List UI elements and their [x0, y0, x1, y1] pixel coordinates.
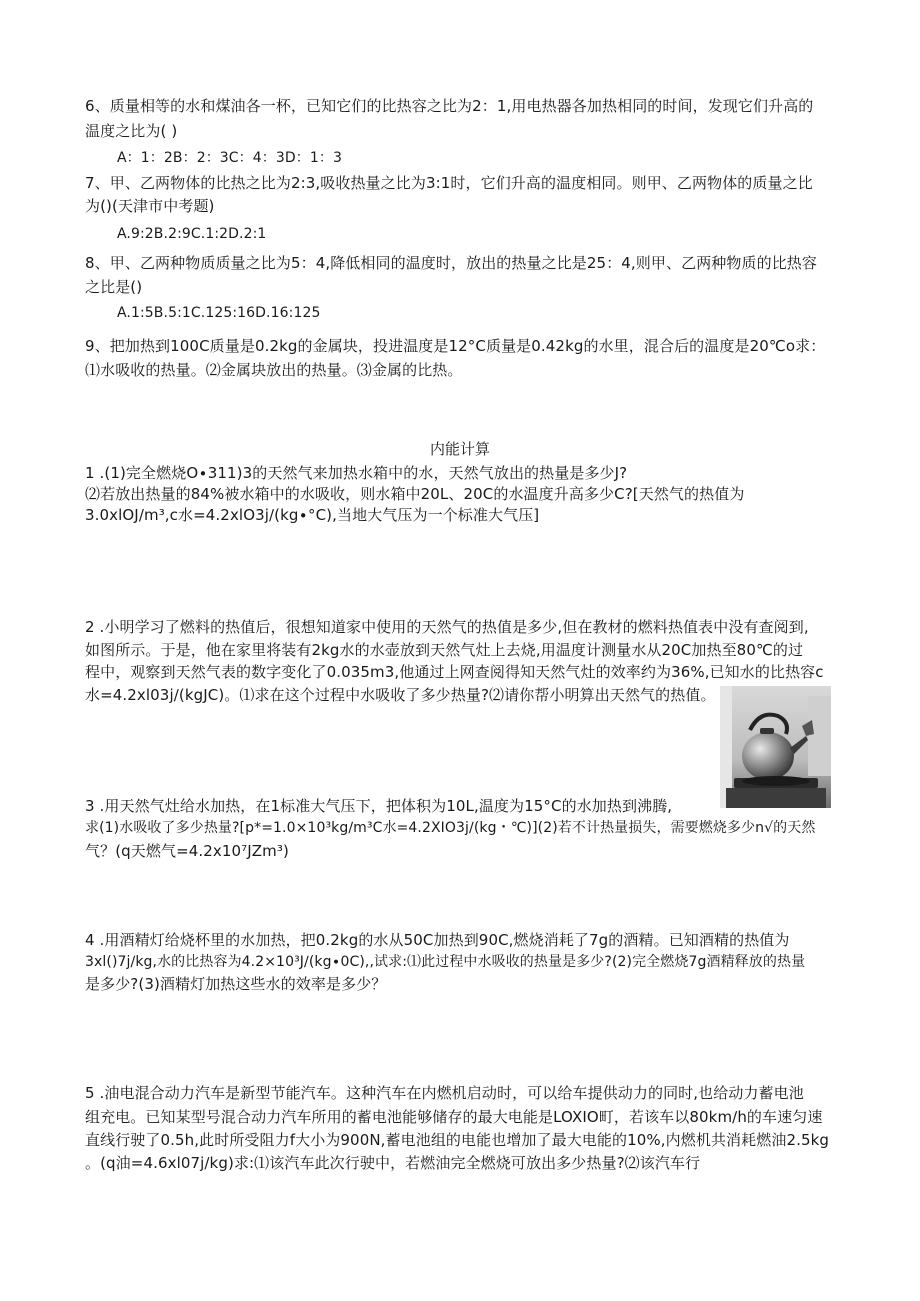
calc4-line-2: 3xl()7j∕kg,水的比热容为4.2×10³J∕(kg∙0C),,试求:⑴此过程中水吸收的热量是多少?(2)完全燃烧7g酒精释放的热量	[85, 954, 806, 970]
calc1-line-2: ⑵若放出热量的84%被水箱中的水吸收，则水箱中20L、20C的水温度升高多少C?[天然气的热值为	[85, 485, 745, 503]
calc4-line-1: 4 .用酒精灯给烧杯里的水加热，把0.2kg的水从50C加热到90C,燃烧消耗了7g的酒精。已知酒精的热值为	[85, 931, 790, 949]
calc2-line-3: 程中，观察到天然气表的数字变化了0.035m3,他通过上网查阅得知天然气灶的效率约为36%,已知水的比热容c	[85, 663, 824, 681]
q8-line-1: 8、甲、乙两种物质质量之比为5：4,降低相同的温度时，放出的热量之比是25：4,则甲、乙两种物质的比热容	[85, 254, 818, 272]
kettle-on-stove-image	[720, 686, 831, 808]
calc2-line-2: 如图所示。于是，他在家里将装有2kg水的水壶放到天然气灶上去烧,用温度计测量水从20C加热至80℃的过	[85, 641, 804, 659]
calc1-line-3: 3.0xlOJ/m³,c水=4.2xlO3j∕(kg∙°C),当地大气压为一个标准大气压]	[85, 506, 540, 524]
calc5-line-2: 组充电。已知某型号混合动力汽车所用的蓄电池能够储存的最大电能是LOXIO町，若该车以80km∕h的车速匀速	[85, 1108, 823, 1126]
q9-line-1: 9、把加热到100C质量是0.2kg的金属块，投进温度是12°C质量是0.42kg的水里，混合后的温度是20℃o求：	[85, 337, 826, 355]
q6-line-1: 6、质量相等的水和煤油各一杯，已知它们的比热容之比为2：1,用电热器各加热相同的时间，发现它们升高的	[85, 97, 814, 115]
calc3-line-2: 求(1)水吸收了多少热量?[p*=1.0×10³kg∕m³C水=4.2XIO3j∕(kg・℃)](2)若不计热量损失，需要燃烧多少n√的天然	[85, 820, 816, 836]
calc5-line-3: 直线行驶了0.5h,此时所受阻力f大小为900N,蓄电池组的电能也增加了最大电能的10%,内燃机共消耗燃油2.5kg	[85, 1131, 830, 1149]
q9-line-2: ⑴水吸收的热量。⑵金属块放出的热量。⑶金属的比热。	[85, 361, 463, 379]
calc2-line-1: 2 .小明学习了燃料的热值后，很想知道家中使用的天然气的热值是多少,但在教材的燃料热值表中没有查阅到,	[85, 618, 809, 636]
calc5-line-4: 。(q油=4.6xl07j∕kg)求:⑴该汽车此次行驶中，若燃油完全燃烧可放出多少热量?⑵该汽车行	[85, 1154, 701, 1172]
q8-line-2: 之比是()	[85, 278, 143, 296]
calc5-line-1: 5 .油电混合动力汽车是新型节能汽车。这种汽车在内燃机启动时，可以给车提供动力的同时,也给动力蓄电池	[85, 1084, 804, 1102]
q7-options: A.9:2B.2:9C.1:2D.2:1	[117, 226, 267, 242]
q6-line-2: 温度之比为( )	[85, 122, 178, 140]
calc4-line-3: 是多少?(3)酒精灯加热这些水的效率是多少？	[85, 975, 387, 993]
q6-options: A：1：2B：2：3C：4：3D：1：3	[117, 150, 342, 166]
calc3-line-1: 3 .用天然气灶给水加热，在1标准大气压下，把体积为10L,温度为15°C的水加热到沸腾,	[85, 797, 673, 815]
section-title: 内能计算	[429, 440, 490, 458]
q7-line-1: 7、甲、乙两物体的比热之比为2:3,吸收热量之比为3:1时，它们升高的温度相同。则甲、乙两物体的质量之比	[85, 174, 813, 192]
q7-line-2: 为()(天津市中考题)	[85, 197, 215, 215]
calc1-line-1: 1 .(1)完全燃烧O∙311)3的天然气来加热水箱中的水，天然气放出的热量是多少J?	[85, 464, 628, 482]
calc2-line-4: 水=4.2xl03j∕(kgJC)。⑴求在这个过程中水吸收了多少热量?⑵请你帮小明算出天然气的热值。	[85, 686, 716, 704]
q8-options: A.1:5B.5:1C.125:16D.16:125	[117, 305, 321, 321]
calc3-line-3: 气？(q天燃气=4.2x10⁷JZm³)	[85, 842, 289, 860]
